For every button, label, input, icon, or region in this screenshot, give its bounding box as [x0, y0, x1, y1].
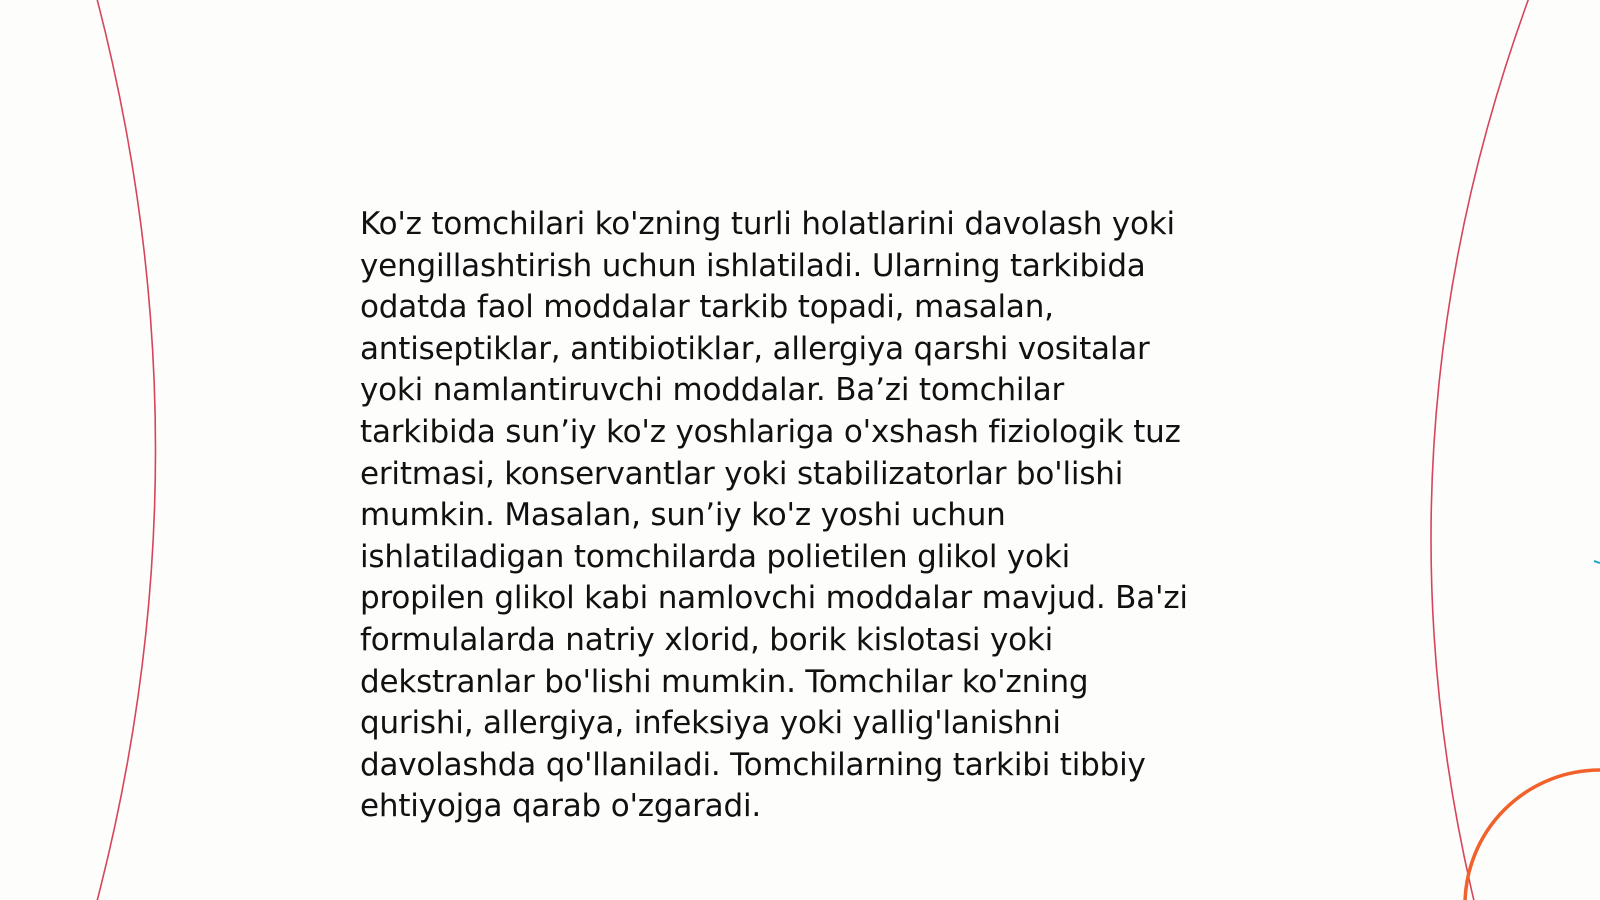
- paragraph-line: propilen glikol kabi namlovchi moddalar mavjud. Ba'zi: [360, 580, 1188, 617]
- paragraph-line: ishlatiladigan tomchilarda polietilen glikol yoki: [360, 538, 1070, 575]
- paragraph-line: qurishi, allergiya, infeksiya yoki yallig'lanishni: [360, 705, 1061, 742]
- paragraph-line: odatda faol moddalar tarkib topadi, masalan,: [360, 289, 1054, 326]
- paragraph-line: mumkin. Masalan, sun’iy ko'z yoshi uchun: [360, 497, 1006, 534]
- paragraph-line: ehtiyojga qarab o'zgaradi.: [360, 788, 762, 825]
- paragraph-line: formulalarda natriy xlorid, borik kislotasi yoki: [360, 621, 1054, 658]
- paragraph-line: Ko'z tomchilari ko'zning turli holatlarini davolash yoki: [360, 206, 1175, 242]
- body-paragraph: [360, 204, 1260, 828]
- orange-circle: [1465, 770, 1600, 900]
- paragraph-line: eritmasi, konservantlar yoki stabilizatorlar bo'lishi: [360, 455, 1124, 492]
- paragraph-line: davolashda qo'llaniladi. Tomchilarning tarkibi tibbiy: [360, 746, 1146, 783]
- paragraph-line: yengillashtirish uchun ishlatiladi. Ularning tarkibida: [360, 247, 1146, 284]
- paragraph-line: dekstranlar bo'lishi mumkin. Tomchilar ko'zning: [360, 663, 1089, 700]
- teal-accent: [1594, 561, 1600, 563]
- paragraph-line: yoki namlantiruvchi moddalar. Ba’zi tomchilar: [360, 372, 1065, 409]
- paragraph-line: antiseptiklar, antibiotiklar, allergiya qarshi vositalar: [360, 330, 1150, 367]
- paragraph-line: tarkibida sun’iy ko'z yoshlariga o'xshash fiziologik tuz: [360, 413, 1181, 450]
- left-arc: [96, 0, 156, 900]
- right-arc: [1431, 0, 1530, 900]
